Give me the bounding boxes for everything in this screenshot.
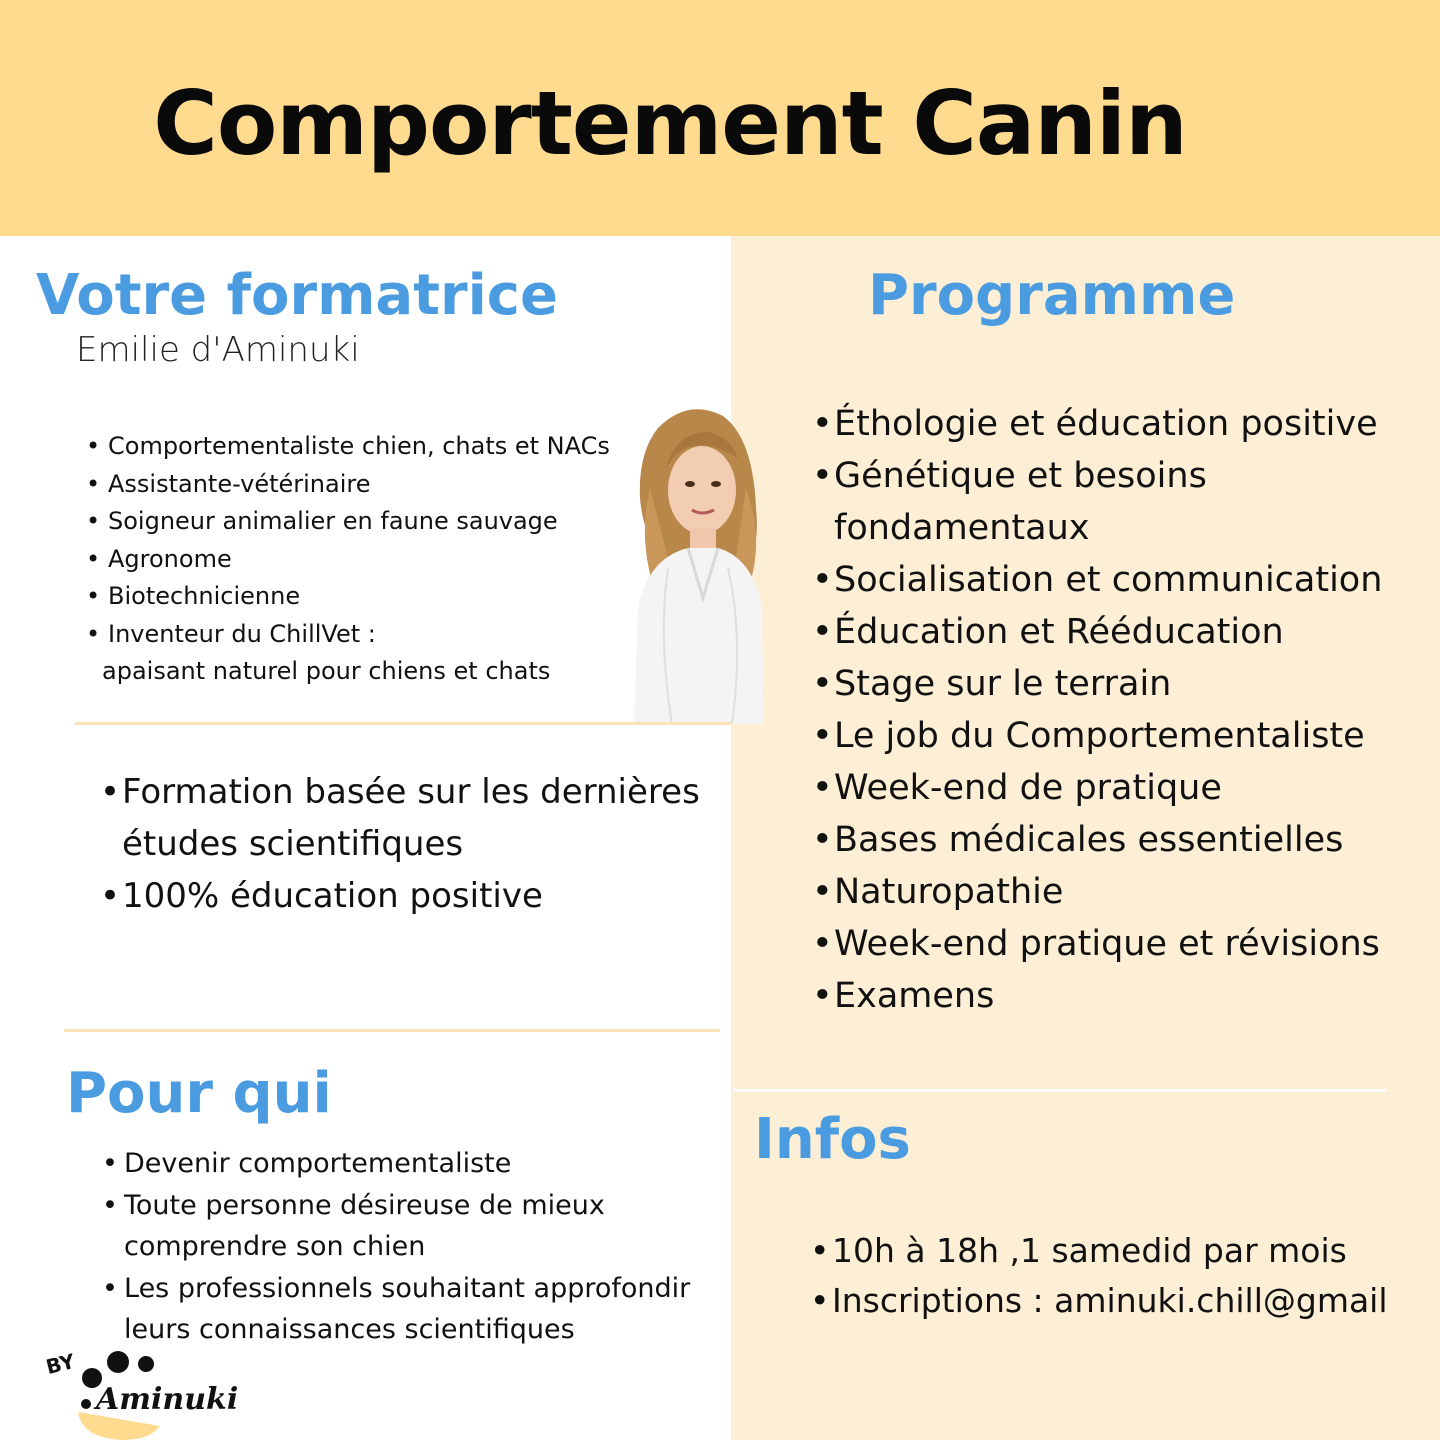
list-item: • Éducation et Rééducation [812, 606, 1412, 658]
list-item: • Socialisation et communication [812, 554, 1412, 606]
programme-title: Programme [868, 263, 1236, 328]
list-item: • Toute personne désireuse de mieux comprendre son chien [102, 1185, 712, 1268]
divider [75, 722, 731, 725]
list-item: • Inventeur du ChillVet : [86, 616, 646, 654]
infos-title: Infos [754, 1107, 911, 1172]
programme-list [812, 398, 1412, 1022]
logo-brand: Aminuki [96, 1382, 239, 1417]
list-item-continuation: apaisant naturel pour chiens et chats [102, 657, 551, 685]
list-item: • Comportementaliste chien, chats et NACs [86, 428, 646, 466]
trainer-photo [628, 398, 766, 724]
list-item: • Formation basée sur les dernières études scientifiques [100, 766, 720, 870]
list-item: • Génétique et besoins fondamentaux [812, 450, 1412, 554]
list-item: • 100% éducation positive [100, 870, 720, 922]
divider [734, 1089, 1386, 1092]
list-item: • Bases médicales essentielles [812, 814, 1412, 866]
list-item: • Agronome [86, 541, 646, 579]
trainer-section-title: Votre formatrice [36, 263, 558, 328]
infos-list [810, 1226, 1430, 1326]
header-banner [0, 0, 1440, 236]
list-item: • Devenir comportementaliste [102, 1143, 712, 1185]
trainer-name: Emilie d'Aminuki [76, 330, 360, 370]
list-item: • Week-end de pratique [812, 762, 1412, 814]
logo-by: BY [43, 1348, 78, 1380]
list-item: • Assistante-vétérinaire [86, 466, 646, 504]
list-item: • Les professionnels souhaitant approfondir leurs connaissances scientifiques [102, 1268, 712, 1351]
divider [64, 1029, 720, 1032]
pour-qui-list [102, 1143, 712, 1351]
list-item: • 10h à 18h ,1 samedid par mois [810, 1226, 1430, 1276]
list-item: • Biotechnicienne [86, 578, 646, 616]
list-item: • Le job du Comportementaliste [812, 710, 1412, 762]
list-item: • Naturopathie [812, 866, 1412, 918]
pour-qui-title: Pour qui [66, 1061, 332, 1126]
list-item: • Stage sur le terrain [812, 658, 1412, 710]
list-item: • Soigneur animalier en faune sauvage [86, 503, 646, 541]
list-item: • Examens [812, 970, 1412, 1022]
list-item: • Inscriptions : aminuki.chill@gmail [810, 1276, 1430, 1326]
list-item: • Éthologie et éducation positive [812, 398, 1412, 450]
formation-list [100, 766, 720, 922]
list-item: • Week-end pratique et révisions [812, 918, 1412, 970]
credentials-list [86, 428, 646, 691]
page-title: Comportement Canin [153, 72, 1187, 175]
